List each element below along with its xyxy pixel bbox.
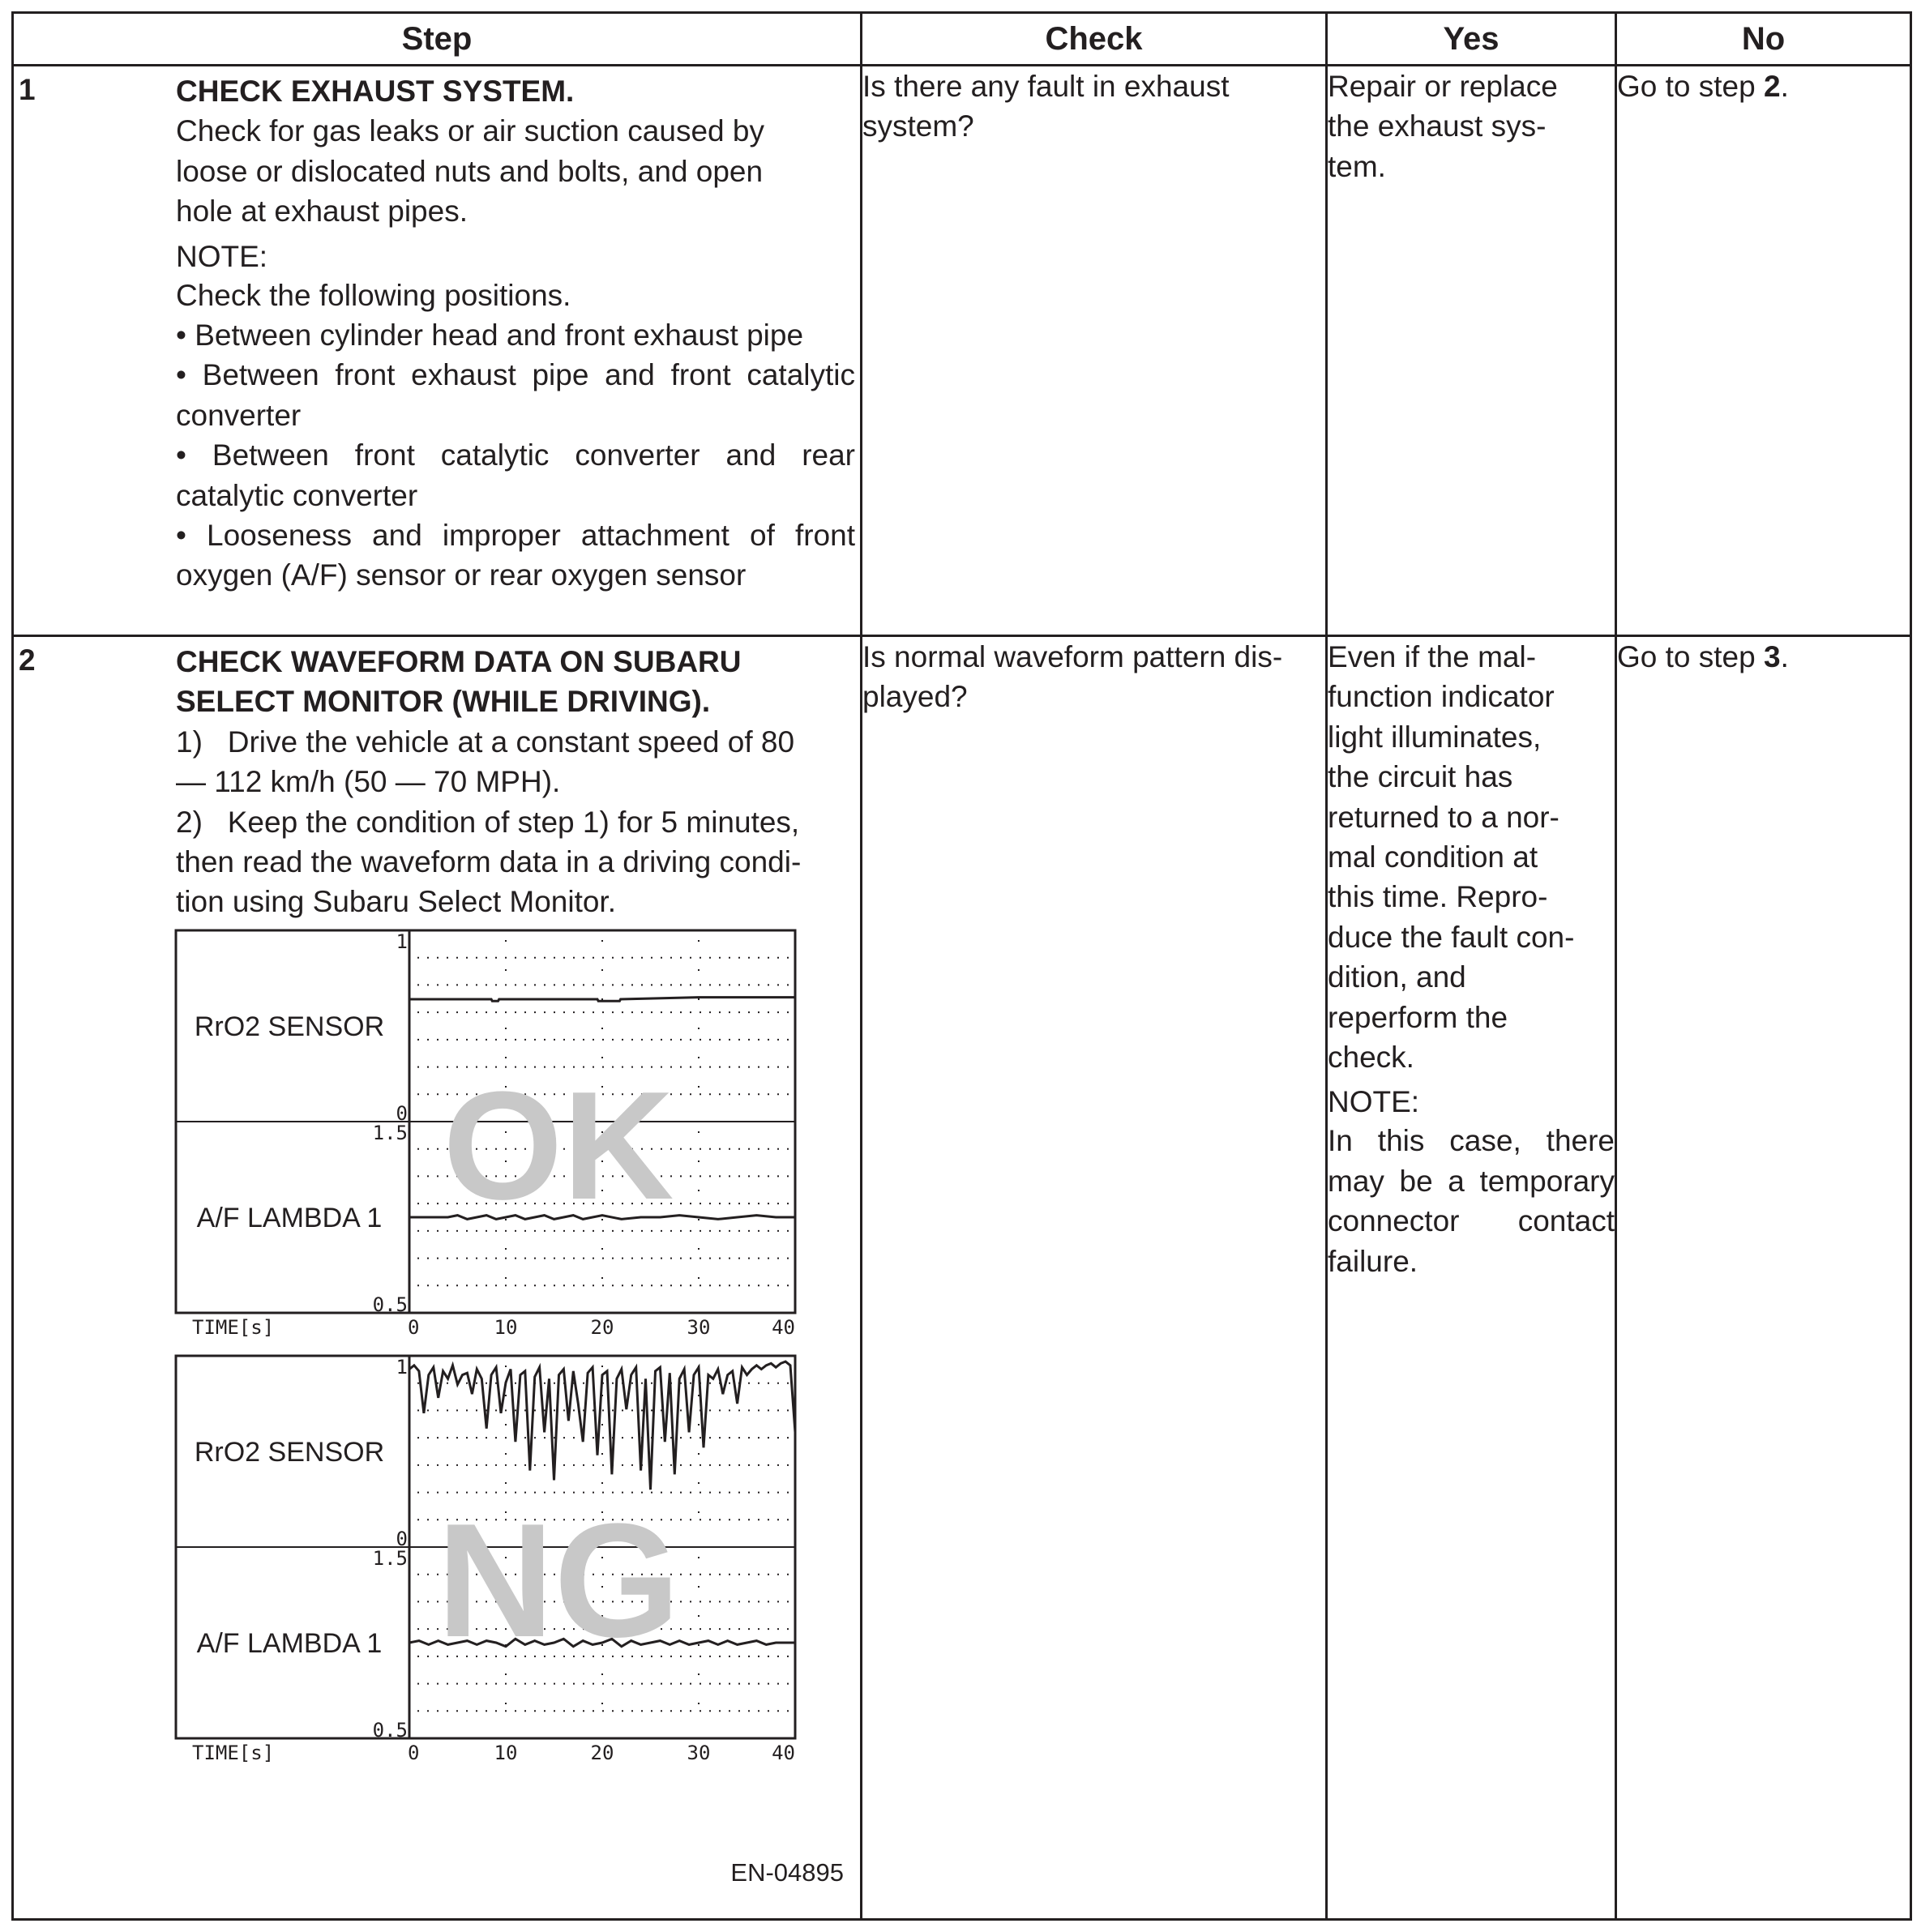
channel-label: A/F LAMBDA 1 (196, 1627, 383, 1659)
step-text-line: 2) Keep the condition of step 1) for 5 minutes, (176, 805, 800, 839)
yes-text-line: light illuminates, (1328, 720, 1542, 754)
note-intro: Check the following positions. (176, 278, 571, 312)
x-tick-label: 30 (687, 1315, 711, 1339)
check-text-line: played? (862, 680, 968, 714)
step-title-line: SELECT MONITOR (WHILE DRIVING). (176, 685, 711, 719)
ng-stamp: NG (437, 1490, 680, 1671)
header-check: Check (862, 13, 1327, 66)
waveform-trace (409, 1361, 795, 1490)
step-cell-2 (13, 636, 862, 1920)
x-tick-label: 10 (494, 1741, 518, 1764)
step-number: 2 (19, 643, 36, 677)
yes-text-line: returned to a nor- (1328, 800, 1559, 834)
ok-stamp: OK (443, 1059, 674, 1232)
no-prefix: Go to step (1617, 640, 1764, 673)
yes-text-line: the exhaust sys- (1328, 109, 1547, 143)
step-text-line: 1) Drive the vehicle at a constant speed of 80 (176, 724, 795, 759)
x-tick-label: 20 (590, 1315, 614, 1339)
header-row (13, 13, 1911, 66)
yes-text-line: Even if the mal- (1328, 640, 1537, 673)
x-tick-label: 0 (408, 1741, 420, 1764)
step-text-line: — 112 km/h (50 — 70 MPH). (176, 765, 561, 799)
waveform-charts (14, 922, 862, 1901)
note-label: NOTE: (176, 239, 268, 273)
yes-text-line: reperform the (1328, 1000, 1508, 1034)
x-axis-label: TIME[s] (192, 1741, 275, 1764)
no-prefix: Go to step (1617, 70, 1764, 103)
y-min-label: 0 (396, 1101, 408, 1125)
x-tick-label: 40 (772, 1315, 795, 1339)
y-max-label: 1.5 (372, 1546, 408, 1570)
header-yes: Yes (1327, 13, 1616, 66)
header-step: Step (13, 13, 862, 66)
yes-text-line: mal condition at (1328, 840, 1538, 874)
waveform-figure (14, 922, 860, 1901)
step-text-line: tion using Subaru Select Monitor. (176, 885, 616, 919)
step-text-line: Check for gas leaks or air suction caused by (176, 114, 764, 148)
step-text-line: loose or dislocated nuts and bolts, and open (176, 154, 764, 188)
step-row-2 (13, 636, 1911, 1920)
bullet-item: • Between front catalytic converter and rear catalytic converter (176, 438, 855, 512)
y-min-label: 0 (396, 1527, 408, 1550)
step-row-1 (13, 66, 1911, 636)
y-max-label: 1.5 (372, 1121, 408, 1144)
yes-text-line: the circuit has (1328, 760, 1513, 794)
y-max-label: 1 (396, 930, 408, 953)
step-cell-1 (13, 66, 862, 636)
step-title: CHECK EXHAUST SYSTEM. (176, 75, 575, 108)
bullet-item: • Between cylinder head and front exhaust pipe (176, 318, 804, 353)
x-tick-label: 0 (408, 1315, 420, 1339)
x-tick-label: 20 (590, 1741, 614, 1764)
channel-label: RrO2 SENSOR (194, 1436, 385, 1468)
no-suffix: . (1780, 70, 1789, 103)
check-cell-1: Is there any fault in exhaust system? (862, 66, 1327, 636)
bullet-item: • Looseness and improper attachment of front oxygen (A/F) sensor or rear oxygen sensor (176, 519, 855, 592)
channel-label: RrO2 SENSOR (194, 1011, 385, 1042)
x-tick-label: 10 (494, 1315, 518, 1339)
yes-note-label: NOTE: (1328, 1085, 1420, 1119)
yes-text-line: dition, and (1328, 960, 1466, 994)
bullet-item: • Between front exhaust pipe and front catalytic converter (176, 358, 855, 432)
yes-text-line: duce the fault con- (1328, 920, 1575, 954)
no-step-number: 2 (1764, 70, 1781, 103)
yes-cell-2 (1327, 636, 1616, 1920)
x-tick-label: 30 (687, 1741, 711, 1764)
no-suffix: . (1780, 640, 1789, 673)
yes-note-text: In this case, there may be a temporary connector contact failure. (1328, 1124, 1615, 1278)
no-cell-2 (1616, 636, 1911, 1920)
check-text-line: Is normal waveform pattern dis- (862, 640, 1283, 673)
figure-id: EN-04895 (730, 1857, 844, 1887)
channel-label: A/F LAMBDA 1 (196, 1202, 383, 1233)
y-min-label: 0.5 (372, 1718, 408, 1742)
troubleshooting-table (11, 11, 1912, 1921)
no-cell-1 (1616, 66, 1911, 636)
yes-text-line: check. (1328, 1041, 1414, 1075)
header-no: No (1616, 13, 1911, 66)
x-tick-label: 40 (772, 1741, 795, 1764)
yes-text-line: Repair or replace (1328, 70, 1558, 103)
yes-cell-1 (1327, 66, 1616, 636)
check-cell-2 (862, 636, 1327, 1920)
step-text-line: then read the waveform data in a driving condi- (176, 845, 802, 879)
step-text-line: hole at exhaust pipes. (176, 194, 468, 229)
step-number: 1 (19, 73, 36, 106)
y-max-label: 1 (396, 1355, 408, 1378)
x-axis-label: TIME[s] (192, 1315, 275, 1339)
y-min-label: 0.5 (372, 1293, 408, 1316)
yes-text-line: this time. Repro- (1328, 880, 1548, 914)
yes-text-line: function indicator (1328, 680, 1555, 714)
no-step-number: 3 (1764, 640, 1781, 673)
step-title-line: CHECK WAVEFORM DATA ON SUBARU (176, 645, 742, 678)
yes-text-line: tem. (1328, 149, 1386, 183)
